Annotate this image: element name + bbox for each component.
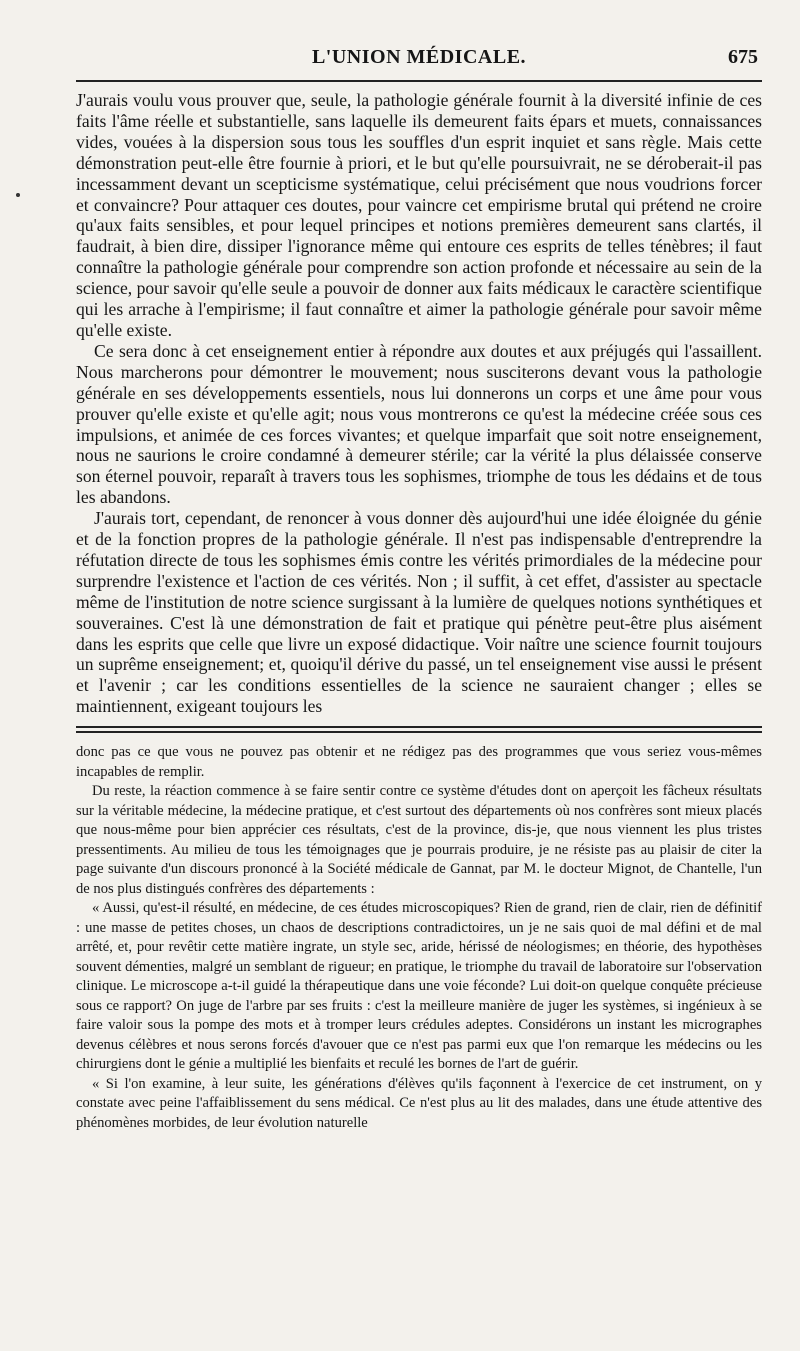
footnote-quote: « Aussi, qu'est-il résulté, en médecine, de ces études microscopiques? Rien de grand, rien de clair, rien de définitif : une masse de petites choses, un chaos de descriptions contradictoires, un je ne sais quoi de mal défini et de mal arrêté, et, pour revêtir cette matière ingrate, un style sec, aride, hérissé de néologismes; en théorie, des hypothèses souvent démenties, malgré un semblant de rigueur; en pratique, le triomphe du travail de laboratoire sur l'observation clinique. Le microscope a-t-il guidé la thérapeutique dans une voie féconde? Lui doit-on quelque conquête précieuse sous ce rapport? On juge de l'arbre par ses fruits : c'est la meilleure manière de juger les systèmes, si ingénieux à se faire valoir sous la pompe des mots et à tromper leurs crédules adeptes. Considérons un instant les micrographes devenus célèbres et nous serons forcés d'avouer que ce n'est pas parmi eux que l'on remarque les médecins ou les chirurgiens dont le génie a multiplié les bienfaits et reculé les bornes de l'art de guérir. — [76, 900, 762, 1073]
body-paragraph: Ce sera donc à cet enseignement entier à répondre aux doutes et aux préjugés qui l'assaillent. Nous marcherons pour démontrer le mouvement; nous susciterons devant vous la pathologie générale en ses développements essentiels, nous lui donnerons un corps et une âme pour vous prouver qu'elle existe et qu'elle agit; nous vous montrerons ce qu'est la médecine créée sous ces impulsions, et animée de ces forces vivantes; et quelque imparfait que soit notre enseignement, nous ne saurions le croire condamné à demeurer stérile; car la vérité la plus délaissée conserve son éternel pouvoir, reparaît à travers tous les sophismes, triomphe de tous les dédains et de tous les abandons. — [76, 340, 762, 508]
footnote-quote: « Si l'on examine, à leur suite, les générations d'élèves qu'ils façonnent à l'exercice de cet instrument, on y constate avec peine l'affaiblissement du sens médical. Ce n'est plus au lit des malades, dans une étude attentive des phénomènes morbides, de leur évolution naturelle — [76, 1075, 762, 1131]
journal-title: L'UNION MÉDICALE. — [311, 46, 527, 68]
body-paragraph: J'aurais tort, cependant, de renoncer à vous donner dès aujourd'hui une idée éloignée du génie et de la fonction propres de la pathologie générale. Il n'est pas indispensable d'entreprendre la réfutation directe de tous les sophismes émis contre les vérités primordiales de la médecine pour surprendre l'existence et l'action de ces vérités. Non ; il suffit, à cet effet, d'assister au spectacle même de l'institution de notre science surgissant à la lumière de quelques notions synthétiques et souveraines. C'est là une démonstration de fait et pratique qui pénètre peut-être plus aisément dans les esprits que celle que livre un exposé didactique. Voir naître une science fournit toujours un suprême enseignement; et, quoiqu'il dérive du passé, un tel enseignement vise aussi le présent et l'avenir ; car les conditions essentielles de la science ne sauraient changer ; elles se maintiennent, exigeant toujours les — [76, 508, 762, 717]
page-number: 675 — [728, 46, 758, 68]
running-head — [76, 40, 762, 74]
footnote — [76, 743, 762, 1133]
footnote-paragraph: Du reste, la réaction commence à se faire sentir contre ce système d'études dont on aperçoit les fâcheux résultats sur la véritable médecine, la médecine pratique, et c'est surtout des départements où nos confrères sont mieux placés que nous-même pour bien apprécier ces résultats, c'est de la province, dis-je, que nous viennent les plus tristes pressentiments. Au milieu de tous les témoignages que je pourrais produire, je ne résiste pas au plaisir de citer la page suivante d'un discours prononcé à la Société médicale de Gannat, par M. le docteur Mignot, de Chantelle, l'un de nos plus distingués confrères des départements : — [76, 783, 762, 897]
body-paragraph: J'aurais voulu vous prouver que, seule, la pathologie générale fournit à la diversité infinie de ces faits l'âme réelle et substantielle, sans laquelle ils demeurent faits épars et muets, connaissances vides, vouées à la dispersion sous tous les souffles d'un esprit inquiet et sans règle. Mais cette démonstration peut-elle être fournie à priori, et le but qu'elle poursuivrait, ne se déroberait-il pas incessamment devant un scepticisme systématique, celui précisément que nous voudrions forcer et convaincre? Pour attaquer ces doutes, pour vaincre cet empirisme brutal qui prétend ne croire qu'aux faits sensibles, et pour lequel principes et notions premières demeurent sans clartés, il faudrait, à bien dire, dissiper l'ignorance même qui entoure ces esprits de telles ténèbres; il faut connaître la pathologie générale pour comprendre son action profonde et nécessaire au sein de la science, pour savoir qu'elle seule a pouvoir de donner aux faits médicaux le caractère scientifique qui les arrache à l'empirisme; il faut connaître et aimer la pathologie générale pour savoir même qu'elle existe. — [76, 90, 762, 340]
footnote-paragraph: donc pas ce que vous ne pouvez pas obtenir et ne rédigez pas des programmes que vous seriez vous-mêmes incapables de remplir. — [76, 744, 762, 780]
header-rule — [76, 80, 762, 82]
footnote-separator — [76, 726, 762, 733]
margin-mark — [16, 193, 20, 197]
main-text — [76, 90, 762, 717]
